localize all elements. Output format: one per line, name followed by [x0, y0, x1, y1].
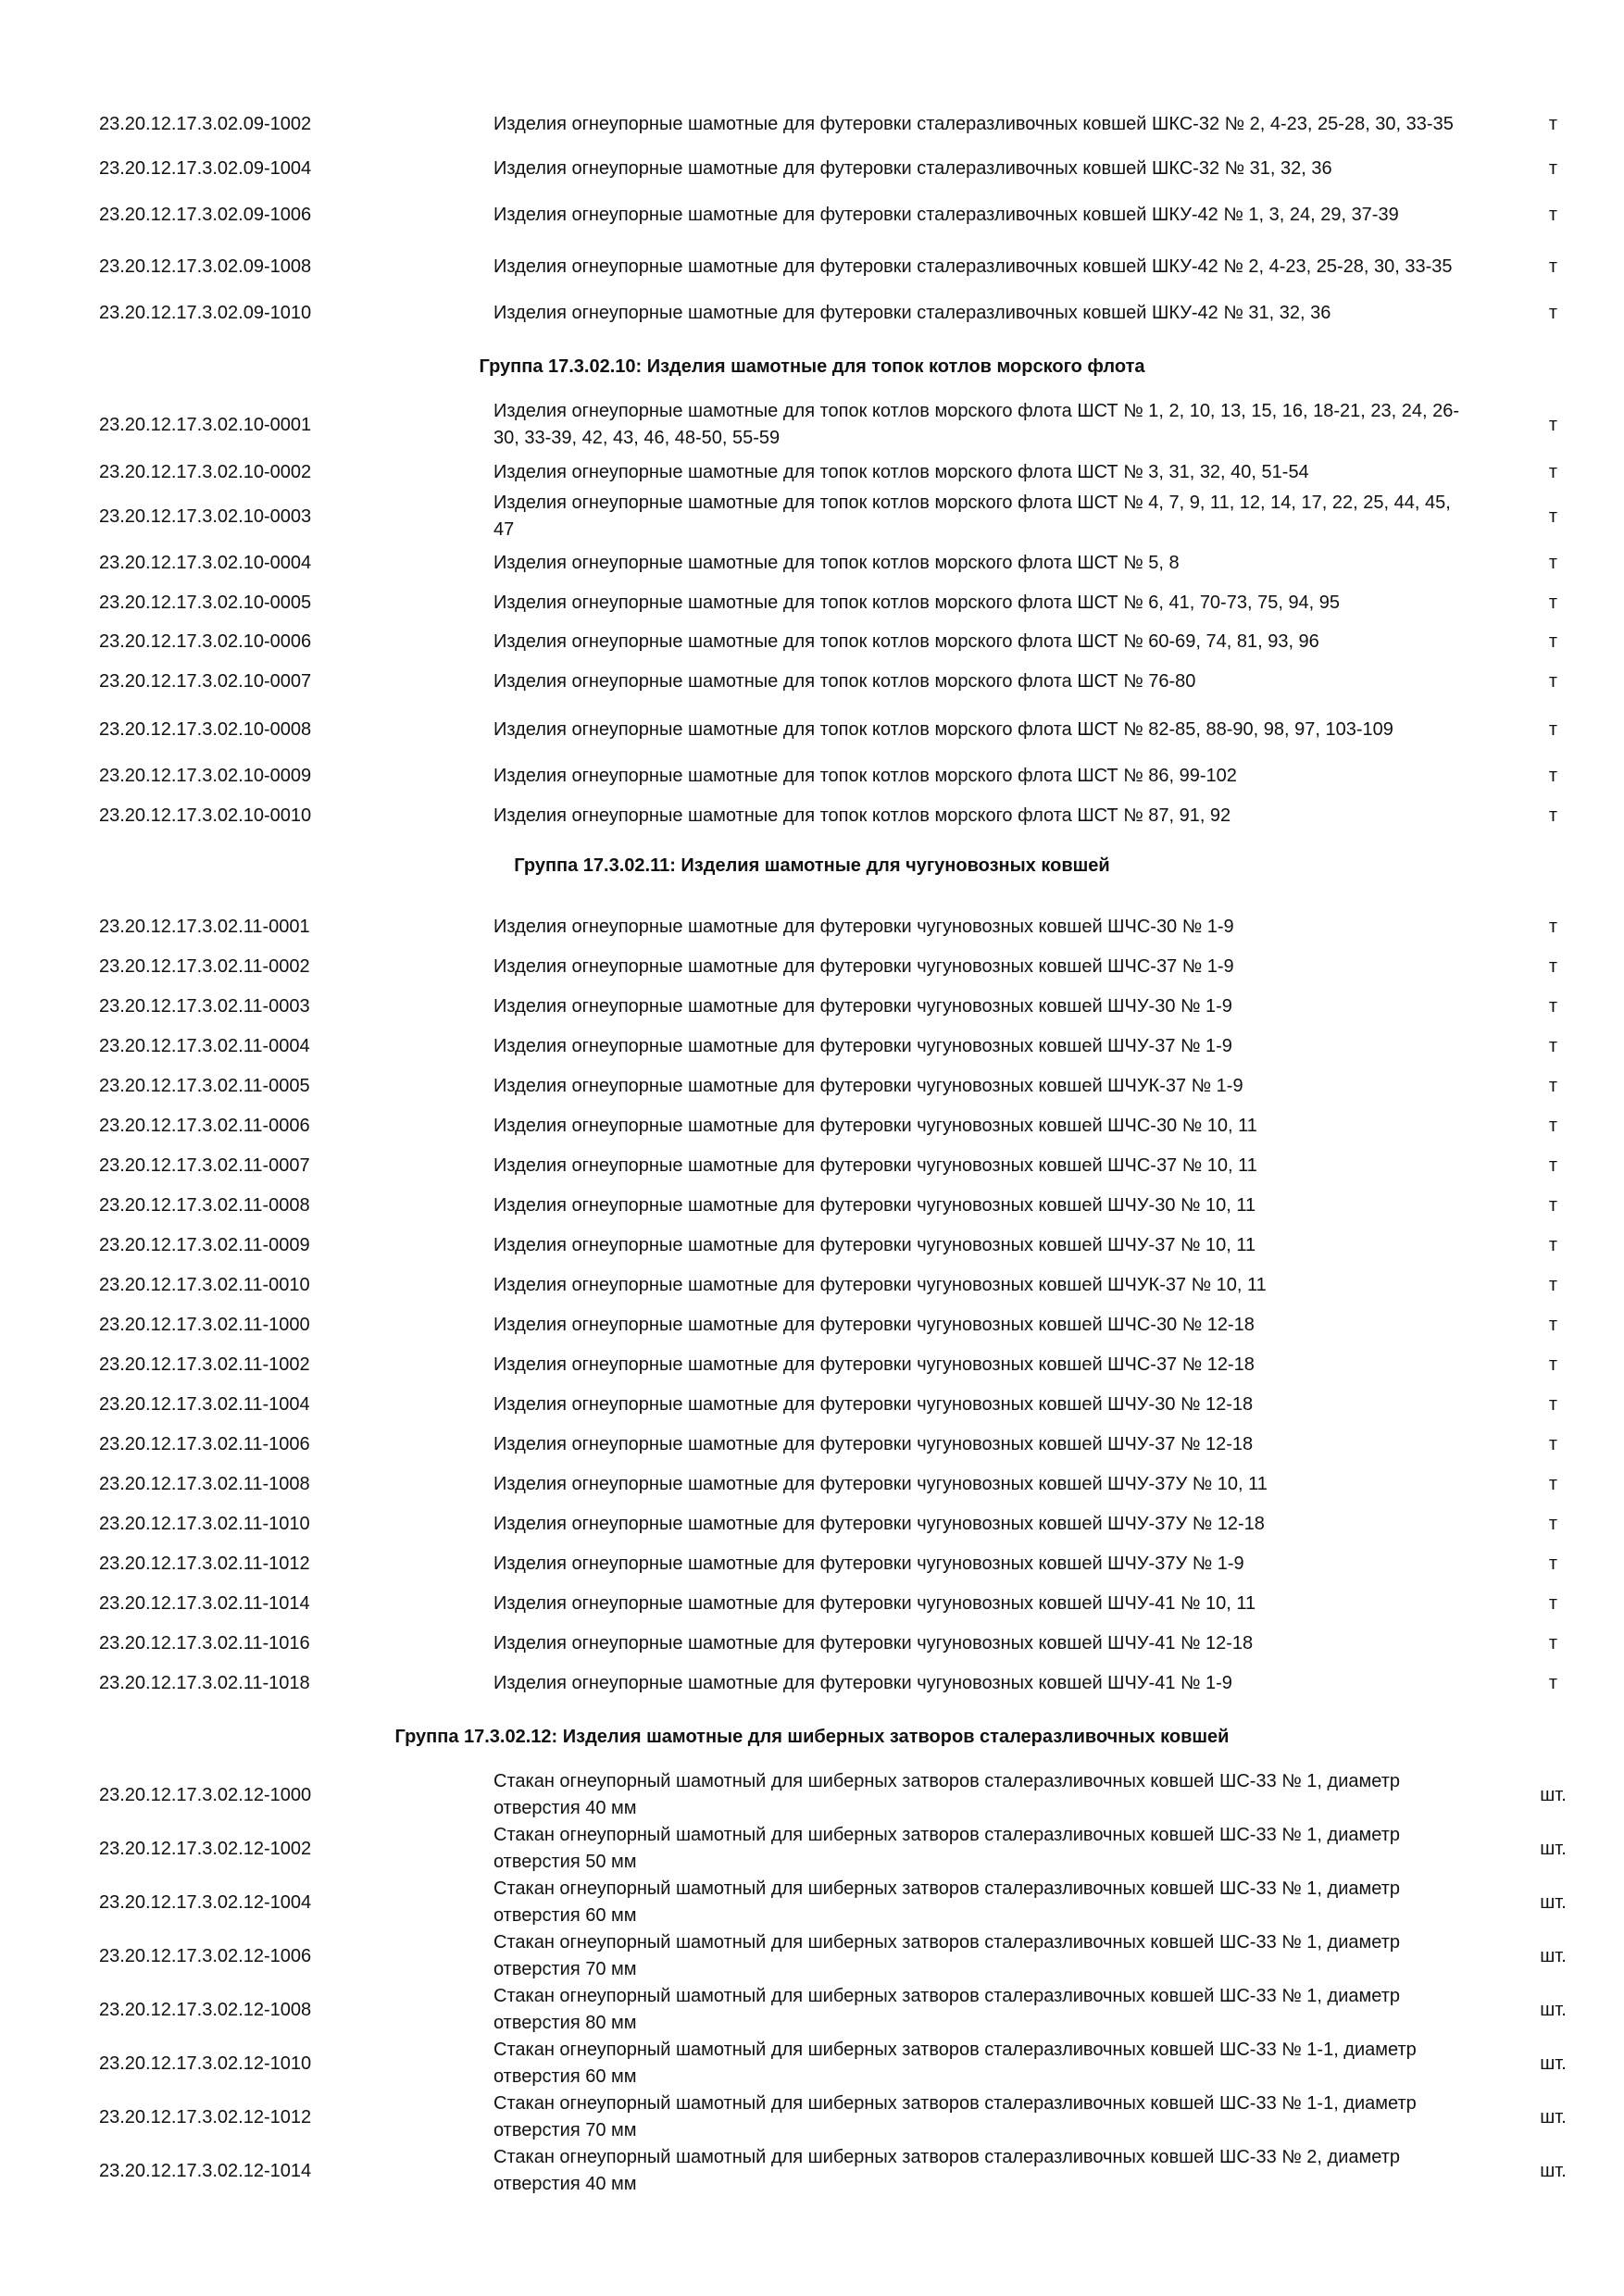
row-unit: т: [1548, 956, 1558, 977]
row-code: 23.20.12.17.3.02.11-1016: [99, 1633, 310, 1653]
row-unit: шт.: [1540, 2107, 1567, 2128]
row-unit: т: [1548, 1434, 1558, 1454]
row-unit: т: [1548, 506, 1558, 527]
row-name: Стакан огнеупорный шамотный для шиберных затворов сталеразливочных ковшей ШС-33 № 1, диаметр отверстия 50 мм: [493, 1825, 1400, 1872]
row-unit: т: [1548, 1633, 1558, 1653]
row-code: 23.20.12.17.3.02.12-1008: [99, 2000, 312, 2020]
row-code: 23.20.12.17.3.02.10-0010: [99, 805, 312, 826]
row-code: 23.20.12.17.3.02.12-1002: [99, 1839, 312, 1859]
row-unit: т: [1548, 1116, 1558, 1136]
row-name: Изделия огнеупорные шамотные для футеровки сталеразливочных ковшей ШКУ-42 № 1, 3, 24, 29, 37-39: [493, 204, 1399, 225]
row-unit: т: [1548, 805, 1558, 826]
row-name: Изделия огнеупорные шамотные для футеровки чугуновозных ковшей ШЧУ-37 № 10, 11: [493, 1234, 1256, 1255]
row-code: 23.20.12.17.3.02.10-0001: [99, 415, 312, 435]
row-code: 23.20.12.17.3.02.12-1006: [99, 1946, 312, 1966]
row-unit: т: [1548, 766, 1558, 786]
row-unit: т: [1548, 553, 1558, 573]
row-unit: т: [1548, 593, 1558, 613]
row-code: 23.20.12.17.3.02.11-0002: [99, 956, 310, 977]
row-unit: т: [1548, 917, 1558, 937]
row-code: 23.20.12.17.3.02.11-1000: [99, 1315, 310, 1335]
row-name: Изделия огнеупорные шамотные для футеровки чугуновозных ковшей ШЧУК-37 № 10, 11: [493, 1274, 1267, 1295]
row-unit: т: [1548, 631, 1558, 652]
row-unit: т: [1548, 719, 1558, 740]
row-name: Изделия огнеупорные шамотные для футеровки чугуновозных ковшей ШЧУ-41 № 12-18: [493, 1632, 1254, 1653]
row-code: 23.20.12.17.3.02.10-0005: [99, 593, 312, 613]
row-name: Изделия огнеупорные шамотные для топок котлов морского флота ШСТ № 5, 8: [493, 552, 1180, 573]
row-code: 23.20.12.17.3.02.10-0003: [99, 506, 312, 527]
row-code: 23.20.12.17.3.02.09-1002: [99, 114, 312, 134]
row-code: 23.20.12.17.3.02.10-0008: [99, 719, 312, 740]
row-unit: т: [1548, 256, 1558, 277]
row-name: Изделия огнеупорные шамотные для футеровки чугуновозных ковшей ШЧС-37 № 10, 11: [493, 1154, 1257, 1176]
row-code: 23.20.12.17.3.02.11-1008: [99, 1474, 310, 1494]
group-heading: Группа 17.3.02.12: Изделия шамотные для шиберных затворов сталеразливочных ковшей: [394, 1727, 1230, 1747]
row-code: 23.20.12.17.3.02.09-1006: [99, 205, 312, 225]
row-code: 23.20.12.17.3.02.11-0009: [99, 1235, 310, 1255]
row-name: Изделия огнеупорные шамотные для топок котлов морского флота ШСТ № 4, 7, 9, 11, 12, 14, 17, 22, 25, 44, 45, 47: [493, 493, 1451, 540]
row-code: 23.20.12.17.3.02.11-0005: [99, 1076, 310, 1096]
row-name: Изделия огнеупорные шамотные для футеровки чугуновозных ковшей ШЧС-37 № 1-9: [493, 955, 1234, 977]
row-name: Изделия огнеупорные шамотные для топок котлов морского флота ШСТ № 82-85, 88-90, 98, 97, 103-109: [493, 718, 1393, 740]
row-unit: т: [1548, 415, 1558, 435]
row-code: 23.20.12.17.3.02.11-1018: [99, 1673, 310, 1693]
row-name: Стакан огнеупорный шамотный для шиберных затворов сталеразливочных ковшей ШС-33 № 1-1, диаметр отверстия 60 мм: [493, 2040, 1417, 2087]
row-code: 23.20.12.17.3.02.10-0002: [99, 462, 312, 482]
row-code: 23.20.12.17.3.02.11-0006: [99, 1116, 310, 1136]
row-name: Стакан огнеупорный шамотный для шиберных затворов сталеразливочных ковшей ШС-33 № 1, диаметр отверстия 40 мм: [493, 1771, 1400, 1818]
row-unit: шт.: [1540, 1892, 1567, 1913]
row-code: 23.20.12.17.3.02.11-1010: [99, 1514, 310, 1534]
row-code: 23.20.12.17.3.02.11-1006: [99, 1434, 310, 1454]
row-code: 23.20.12.17.3.02.11-0001: [99, 917, 310, 937]
row-code: 23.20.12.17.3.02.12-1000: [99, 1785, 312, 1805]
row-name: Изделия огнеупорные шамотные для футеровки чугуновозных ковшей ШЧУ-30 № 1-9: [493, 995, 1232, 1017]
row-unit: шт.: [1540, 2000, 1567, 2020]
row-code: 23.20.12.17.3.02.10-0006: [99, 631, 312, 652]
row-name: Изделия огнеупорные шамотные для футеровки чугуновозных ковшей ШЧУ-37У № 12-18: [493, 1513, 1265, 1534]
row-name: Изделия огнеупорные шамотные для футеровки чугуновозных ковшей ШЧУ-37 № 1-9: [493, 1035, 1232, 1056]
row-code: 23.20.12.17.3.02.09-1010: [99, 303, 312, 323]
row-name: Изделия огнеупорные шамотные для футеровки чугуновозных ковшей ШЧУ-41 № 10, 11: [493, 1592, 1256, 1614]
row-name: Стакан огнеупорный шамотный для шиберных затворов сталеразливочных ковшей ШС-33 № 2, диаметр отверстия 40 мм: [493, 2147, 1400, 2194]
row-code: 23.20.12.17.3.02.11-0008: [99, 1195, 310, 1216]
row-unit: т: [1548, 462, 1558, 482]
row-code: 23.20.12.17.3.02.11-0010: [99, 1275, 310, 1295]
row-name: Изделия огнеупорные шамотные для футеровки сталеразливочных ковшей ШКУ-42 № 2, 4-23, 25-28, 30, 33-35: [493, 256, 1453, 277]
row-name: Изделия огнеупорные шамотные для футеровки чугуновозных ковшей ШЧС-37 № 12-18: [493, 1354, 1255, 1375]
row-code: 23.20.12.17.3.02.11-0007: [99, 1155, 310, 1176]
row-unit: т: [1548, 1076, 1558, 1096]
row-name: Изделия огнеупорные шамотные для топок котлов морского флота ШСТ № 6, 41, 70-73, 75, 94, 95: [493, 592, 1341, 613]
row-code: 23.20.12.17.3.02.12-1004: [99, 1892, 312, 1913]
row-unit: т: [1548, 1315, 1558, 1335]
row-name: Изделия огнеупорные шамотные для футеровки чугуновозных ковшей ШЧУ-30 № 12-18: [493, 1393, 1254, 1415]
row-unit: шт.: [1540, 1785, 1567, 1805]
row-name: Изделия огнеупорные шамотные для топок котлов морского флота ШСТ № 60-69, 74, 81, 93, 96: [493, 630, 1319, 652]
row-name: Изделия огнеупорные шамотные для футеровки чугуновозных ковшей ШЧУ-37 № 12-18: [493, 1433, 1254, 1454]
row-code: 23.20.12.17.3.02.11-0004: [99, 1036, 310, 1056]
row-unit: т: [1548, 1474, 1558, 1494]
row-name: Стакан огнеупорный шамотный для шиберных затворов сталеразливочных ковшей ШС-33 № 1, диаметр отверстия 80 мм: [493, 1986, 1400, 2033]
row-unit: шт.: [1540, 1946, 1567, 1966]
row-unit: т: [1548, 1235, 1558, 1255]
row-unit: т: [1548, 1036, 1558, 1056]
row-name: Изделия огнеупорные шамотные для футеровки сталеразливочных ковшей ШКС-32 № 31, 32, 36: [493, 157, 1332, 179]
row-unit: т: [1548, 1554, 1558, 1574]
row-unit: т: [1548, 1275, 1558, 1295]
row-name: Стакан огнеупорный шамотный для шиберных затворов сталеразливочных ковшей ШС-33 № 1-1, диаметр отверстия 70 мм: [493, 2093, 1417, 2140]
group-heading: Группа 17.3.02.10: Изделия шамотные для топок котлов морского флота: [479, 356, 1145, 377]
row-code: 23.20.12.17.3.02.12-1012: [99, 2107, 312, 2128]
row-code: 23.20.12.17.3.02.10-0004: [99, 553, 312, 573]
row-name: Изделия огнеупорные шамотные для футеровки сталеразливочных ковшей ШКС-32 № 2, 4-23, 25-28, 30, 33-35: [493, 113, 1454, 134]
row-name: Изделия огнеупорные шамотные для футеровки чугуновозных ковшей ШЧУ-41 № 1-9: [493, 1672, 1232, 1693]
row-name: Изделия огнеупорные шамотные для топок котлов морского флота ШСТ № 76-80: [493, 670, 1196, 692]
row-name: Стакан огнеупорный шамотный для шиберных затворов сталеразливочных ковшей ШС-33 № 1, диаметр отверстия 60 мм: [493, 1878, 1400, 1926]
row-unit: т: [1548, 158, 1558, 179]
row-unit: т: [1548, 1673, 1558, 1693]
row-unit: т: [1548, 1155, 1558, 1176]
row-code: 23.20.12.17.3.02.11-1014: [99, 1593, 310, 1614]
row-code: 23.20.12.17.3.02.12-1014: [99, 2161, 312, 2181]
row-unit: т: [1548, 303, 1558, 323]
row-unit: шт.: [1540, 1839, 1567, 1859]
row-code: 23.20.12.17.3.02.12-1010: [99, 2053, 312, 2074]
row-name: Изделия огнеупорные шамотные для футеровки чугуновозных ковшей ШЧУК-37 № 1-9: [493, 1075, 1243, 1096]
row-code: 23.20.12.17.3.02.11-0003: [99, 996, 310, 1017]
group-heading: Группа 17.3.02.11: Изделия шамотные для чугуновозных ковшей: [514, 855, 1110, 876]
row-name: Изделия огнеупорные шамотные для футеровки чугуновозных ковшей ШЧС-30 № 10, 11: [493, 1115, 1257, 1136]
row-name: Изделия огнеупорные шамотные для топок котлов морского флота ШСТ № 1, 2, 10, 13, 15, 16, 18-21, 23, 24, 26-30, 33-39, 42, 43, 46, 48-50, 55-59: [493, 401, 1460, 448]
row-unit: т: [1548, 205, 1558, 225]
row-unit: шт.: [1540, 2053, 1567, 2074]
row-name: Изделия огнеупорные шамотные для топок котлов морского флота ШСТ № 3, 31, 32, 40, 51-54: [493, 461, 1309, 482]
row-unit: т: [1548, 1354, 1558, 1375]
row-unit: т: [1548, 671, 1558, 692]
row-unit: т: [1548, 1514, 1558, 1534]
row-name: Изделия огнеупорные шамотные для топок котлов морского флота ШСТ № 86, 99-102: [493, 765, 1237, 786]
row-name: Изделия огнеупорные шамотные для футеровки чугуновозных ковшей ШЧУ-30 № 10, 11: [493, 1194, 1256, 1216]
row-code: 23.20.12.17.3.02.11-1002: [99, 1354, 310, 1375]
row-name: Изделия огнеупорные шамотные для топок котлов морского флота ШСТ № 87, 91, 92: [493, 805, 1231, 826]
row-unit: т: [1548, 1394, 1558, 1415]
row-code: 23.20.12.17.3.02.11-1012: [99, 1554, 310, 1574]
row-unit: т: [1548, 1195, 1558, 1216]
row-unit: т: [1548, 1593, 1558, 1614]
row-unit: т: [1548, 996, 1558, 1017]
row-code: 23.20.12.17.3.02.11-1004: [99, 1394, 310, 1415]
row-unit: шт.: [1540, 2161, 1567, 2181]
row-code: 23.20.12.17.3.02.09-1004: [99, 158, 312, 179]
row-name: Изделия огнеупорные шамотные для футеровки чугуновозных ковшей ШЧУ-37У № 10, 11: [493, 1473, 1268, 1494]
row-unit: т: [1548, 114, 1558, 134]
row-name: Стакан огнеупорный шамотный для шиберных затворов сталеразливочных ковшей ШС-33 № 1, диаметр отверстия 70 мм: [493, 1932, 1400, 1979]
row-code: 23.20.12.17.3.02.09-1008: [99, 256, 312, 277]
row-name: Изделия огнеупорные шамотные для футеровки чугуновозных ковшей ШЧУ-37У № 1-9: [493, 1553, 1244, 1574]
row-name: Изделия огнеупорные шамотные для футеровки сталеразливочных ковшей ШКУ-42 № 31, 32, 36: [493, 302, 1331, 323]
row-code: 23.20.12.17.3.02.10-0009: [99, 766, 312, 786]
row-name: Изделия огнеупорные шамотные для футеровки чугуновозных ковшей ШЧС-30 № 1-9: [493, 916, 1234, 937]
row-name: Изделия огнеупорные шамотные для футеровки чугуновозных ковшей ШЧС-30 № 12-18: [493, 1314, 1255, 1335]
row-code: 23.20.12.17.3.02.10-0007: [99, 671, 312, 692]
